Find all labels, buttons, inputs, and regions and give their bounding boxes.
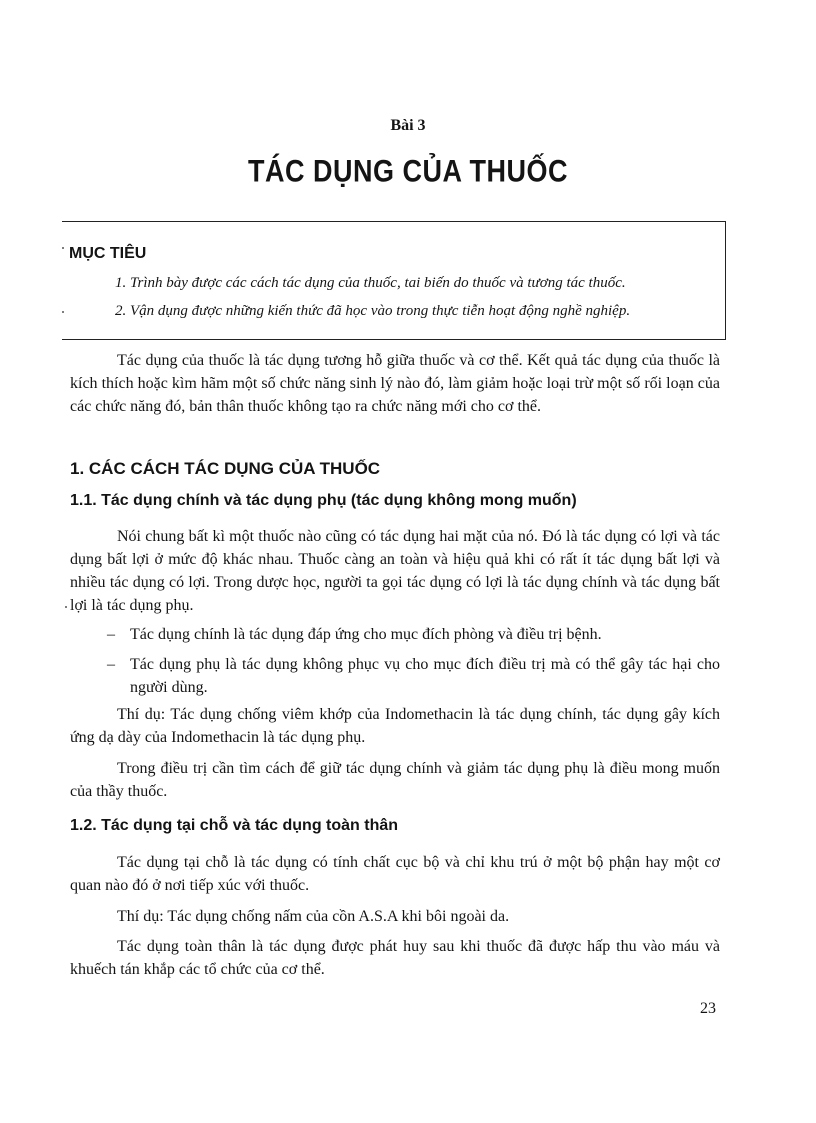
body-paragraph: Trong điều trị cần tìm cách để giữ tác dụng chính và giảm tác dụng phụ là điều mong muốn của thầy thuốc. <box>70 760 720 800</box>
body-paragraph: Nói chung bất kì một thuốc nào cũng có tác dụng hai mặt của nó. Đó là tác dụng có lợi và tác dụng bất lợi ở mức độ khác nhau. Thuốc càng an toàn và hiệu quả khi có rất ít tác dụng bất lợi và nhiều tác dụng có lợi. Trong dược học, người ta gọi tác dụng có lợi là tác dụng chính và tác dụng bất lợi là tác dụng phụ. <box>70 528 720 614</box>
bullet-text: Tác dụng phụ là tác dụng không phục vụ cho mục đích điều trị mà có thể gây tác hại cho người dùng. <box>130 656 720 696</box>
objective-item: 2. Vận dụng được những kiến thức đã học vào trong thực tiễn hoạt động nghề nghiệp. <box>115 303 631 319</box>
objective-item: 1. Trình bày được các cách tác dụng của thuốc, tai biến do thuốc và tương tác thuốc. <box>115 275 626 291</box>
example-paragraph: Thí dụ: Tác dụng chống viêm khớp của Indomethacin là tác dụng chính, tác dụng gây kích ứng dạ dày của Indomethacin là tác dụng phụ. <box>70 706 720 746</box>
section-heading: 1. CÁC CÁCH TÁC DỤNG CỦA THUỐC <box>70 459 381 478</box>
bullet-item <box>107 623 720 646</box>
box-right-rule <box>725 221 726 340</box>
body-paragraph: Tác dụng toàn thân là tác dụng được phát huy sau khi thuốc đã được hấp thu vào máu và khuếch tán khắp các tổ chức của cơ thể. <box>70 938 720 978</box>
subsection-heading: 1.2. Tác dụng tại chỗ và tác dụng toàn thân <box>70 817 399 834</box>
bullet-item <box>107 653 720 699</box>
box-bottom-rule <box>62 339 726 340</box>
scan-speck <box>62 311 64 313</box>
subsection-heading: 1.1. Tác dụng chính và tác dụng phụ (tác dụng không mong muốn) <box>70 492 577 509</box>
bullet-dash: – <box>107 656 115 673</box>
body-paragraph: Tác dụng tại chỗ là tác dụng có tính chất cục bộ và chỉ khu trú ở một bộ phận hay một cơ quan nào đó ở nơi tiếp xúc với thuốc. <box>70 854 720 894</box>
example-paragraph: Thí dụ: Tác dụng chống nấm của cồn A.S.A khi bôi ngoài da. <box>117 908 510 925</box>
intro-paragraph: Tác dụng của thuốc là tác dụng tương hỗ giữa thuốc và cơ thể. Kết quả tác dụng của thuốc là kích thích hoặc kìm hãm một số chức năng sinh lý nào đó, làm giảm hoặc loại trừ một số rối loạn của các chức năng đó, bản thân thuốc không tạo ra chức năng mới cho cơ thể. <box>70 352 720 415</box>
objectives-heading: MỤC TIÊU <box>69 245 147 262</box>
scan-speck <box>65 606 67 608</box>
page-number: 23 <box>700 1000 716 1017</box>
page-title: TÁC DỤNG CỦA THUỐC <box>248 154 568 189</box>
lesson-label: Bài 3 <box>390 117 426 134</box>
box-top-rule <box>62 221 726 222</box>
bullet-dash: – <box>107 626 115 643</box>
bullet-text: Tác dụng chính là tác dụng đáp ứng cho mục đích phòng và điều trị bệnh. <box>130 626 602 643</box>
scan-speck <box>62 247 64 249</box>
